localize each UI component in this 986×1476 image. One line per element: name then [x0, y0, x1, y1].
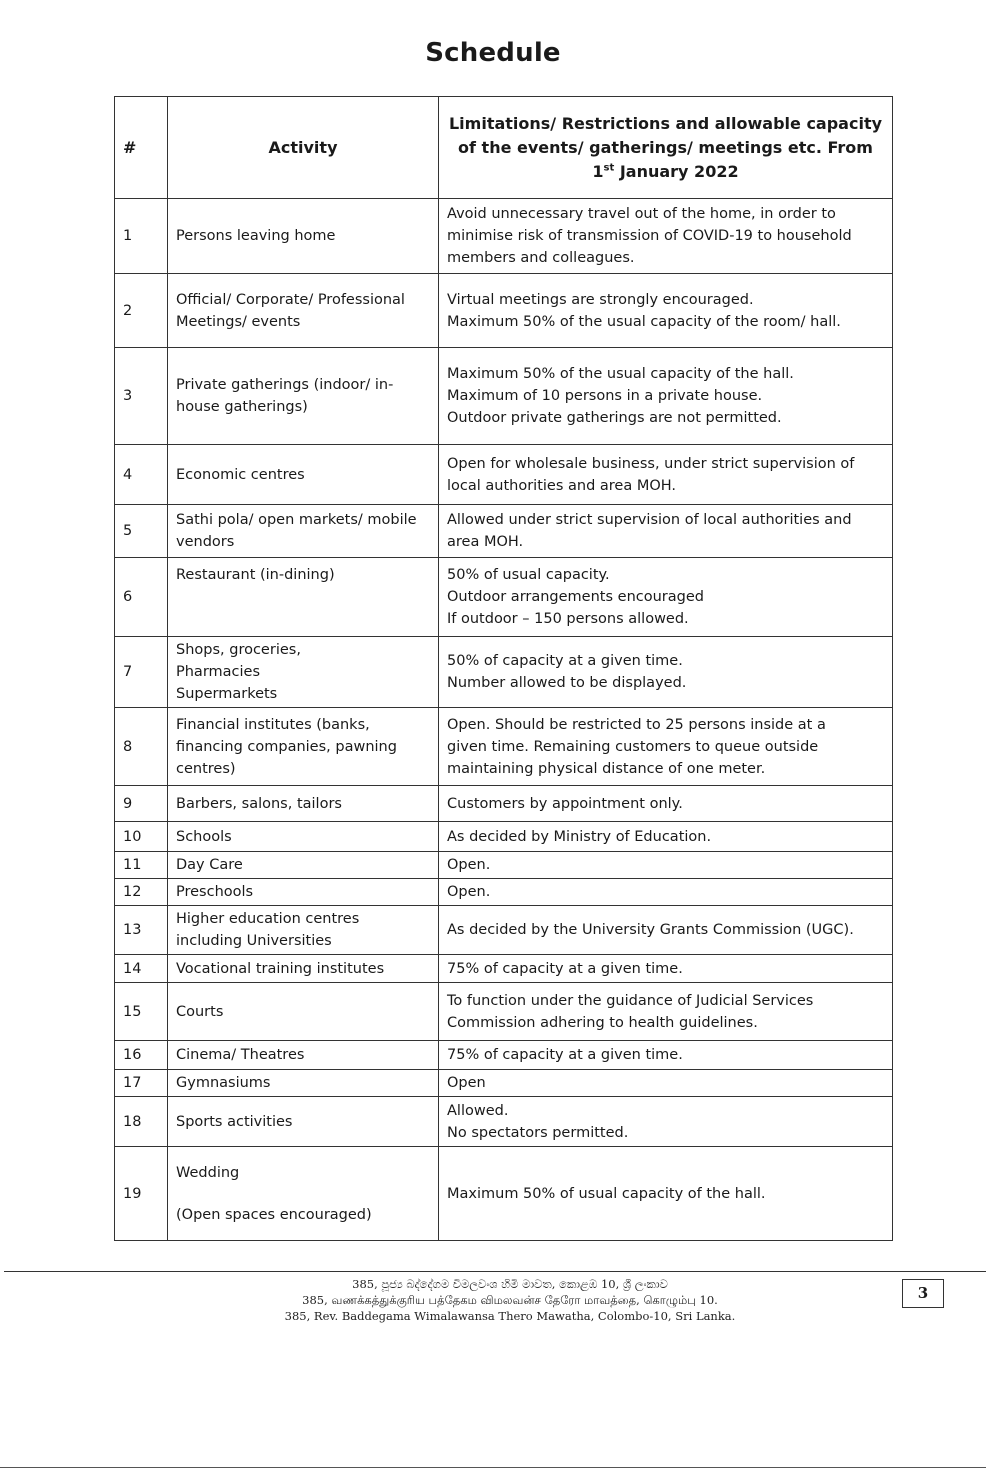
activity-line: Pharmacies [176, 664, 261, 680]
row-activity [168, 558, 439, 637]
activity-line: Schools [176, 828, 232, 845]
activity-line: (Open spaces encouraged) [176, 1206, 372, 1223]
limitation-line: Open. [447, 884, 491, 900]
header-number: # [115, 97, 168, 199]
row-activity [168, 1041, 439, 1070]
row-number: 15 [115, 983, 168, 1041]
limitation-line: 50% of capacity at a given time. [447, 653, 683, 669]
row-activity [168, 1097, 439, 1147]
row-number: 2 [115, 274, 168, 348]
row-limitations [439, 348, 893, 445]
row-number: 17 [115, 1070, 168, 1097]
activity-line: Preschools [176, 884, 254, 900]
row-number: 13 [115, 906, 168, 955]
header-limitations-line-1: Limitations/ Restrictions and allowable capacity of [448, 113, 883, 157]
table-row [115, 852, 893, 879]
row-limitations [439, 955, 893, 983]
limitation-line: maintaining physical distance of one meter. [447, 760, 766, 777]
limitation-line: minimise risk of transmission of COVID-19 to household [447, 228, 852, 244]
limitation-line: Open [447, 1075, 486, 1091]
table-row [115, 445, 893, 505]
row-number: 5 [115, 505, 168, 558]
limitation-line: area MOH. [447, 534, 524, 550]
limitation-line: As decided by the University Grants Commission (UGC). [447, 922, 854, 938]
activity-line: Courts [176, 1003, 224, 1020]
table-row [115, 906, 893, 955]
row-activity [168, 274, 439, 348]
activity-line: Sathi pola/ open markets/ mobile [176, 512, 417, 528]
activity-line: Day Care [176, 857, 243, 873]
row-activity [168, 906, 439, 955]
limitation-line: Maximum 50% of the usual capacity of the room/ hall. [447, 313, 841, 330]
table-row [115, 1041, 893, 1070]
activity-line: Official/ Corporate/ Professional [176, 291, 405, 308]
activity-line: Supermarkets [176, 686, 278, 702]
limitation-line: Virtual meetings are strongly encouraged. [447, 291, 754, 308]
row-number: 9 [115, 786, 168, 822]
limitation-line: Maximum 50% of usual capacity of the hall. [447, 1185, 766, 1202]
row-activity [168, 786, 439, 822]
table-row [115, 879, 893, 906]
footer-address-sinhala: 385, පූජ්‍ය බද්දේගම විමලවංශ හිමි මාවත, කොළඹ 10, ශ්‍රී ලංකාව [352, 1277, 668, 1291]
activity-line [176, 1184, 430, 1204]
activity-line: including Universities [176, 933, 332, 949]
limitation-line: Avoid unnecessary travel out of the home, in order to [447, 206, 836, 222]
footer-address-english: 385, Rev. Baddegama Wimalawansa Thero Mawatha, Colombo-10, Sri Lanka. [284, 1309, 736, 1323]
activity-line: Shops, groceries, [176, 642, 301, 658]
document-title: Schedule [425, 38, 561, 68]
row-limitations [439, 708, 893, 786]
table-row [115, 1097, 893, 1147]
row-limitations [439, 1041, 893, 1070]
activity-line: Wedding [176, 1164, 240, 1181]
activity-line: Sports activities [176, 1113, 293, 1130]
limitation-line: To function under the guidance of Judicial Services [447, 992, 814, 1009]
limitation-line: Commission adhering to health guidelines. [447, 1014, 758, 1031]
limitation-line: Open for wholesale business, under strict supervision of [447, 455, 855, 472]
activity-line: centres) [176, 760, 236, 777]
row-number: 16 [115, 1041, 168, 1070]
limitation-line: If outdoor – 150 persons allowed. [447, 611, 689, 627]
row-number: 4 [115, 445, 168, 505]
limitation-line: Outdoor private gatherings are not permitted. [447, 410, 782, 426]
row-number: 6 [115, 558, 168, 637]
table-row [115, 348, 893, 445]
limitation-line: No spectators permitted. [447, 1124, 629, 1141]
limitation-line: 75% of capacity at a given time. [447, 960, 683, 977]
activity-line: Vocational training institutes [176, 960, 385, 977]
table-row [115, 637, 893, 708]
table-row [115, 822, 893, 852]
bottom-divider [0, 1467, 986, 1468]
limitation-line: Number allowed to be displayed. [447, 675, 687, 691]
schedule-table [114, 96, 893, 1241]
header-limitations [439, 97, 893, 199]
row-limitations [439, 445, 893, 505]
row-limitations [439, 1097, 893, 1147]
activity-line: Financial institutes (banks, [176, 716, 370, 733]
row-limitations [439, 786, 893, 822]
table-row [115, 1070, 893, 1097]
row-activity [168, 822, 439, 852]
row-activity [168, 708, 439, 786]
row-number: 18 [115, 1097, 168, 1147]
activity-line: vendors [176, 534, 235, 550]
row-number: 11 [115, 852, 168, 879]
row-limitations [439, 1147, 893, 1241]
row-number: 10 [115, 822, 168, 852]
row-limitations [439, 983, 893, 1041]
row-activity [168, 1070, 439, 1097]
activity-line: house gatherings) [176, 399, 308, 415]
activity-line: Higher education centres [176, 911, 360, 927]
header-date-prefix: From 1 [592, 137, 873, 181]
row-activity [168, 505, 439, 558]
activity-line: Cinema/ Theatres [176, 1047, 305, 1063]
limitation-line: Maximum 50% of the usual capacity of the hall. [447, 366, 794, 382]
row-activity [168, 852, 439, 879]
activity-line: Gymnasiums [176, 1075, 271, 1091]
row-limitations [439, 906, 893, 955]
row-activity [168, 199, 439, 274]
table-row [115, 786, 893, 822]
table-row [115, 274, 893, 348]
row-number: 1 [115, 199, 168, 274]
header-date-ordinal: st [603, 162, 615, 174]
row-limitations [439, 558, 893, 637]
limitation-line: Outdoor arrangements encouraged [447, 589, 704, 605]
table-row [115, 955, 893, 983]
row-limitations [439, 274, 893, 348]
activity-line: Private gatherings (indoor/ in- [176, 377, 394, 393]
row-limitations [439, 852, 893, 879]
footer-divider [4, 1271, 986, 1272]
activity-line: financing companies, pawning [176, 738, 397, 755]
limitation-line: given time. Remaining customers to queue outside [447, 738, 819, 755]
header-date-suffix: January 2022 [614, 161, 739, 181]
table-row [115, 708, 893, 786]
row-activity [168, 955, 439, 983]
footer-address [200, 1276, 820, 1324]
limitation-line: Open. [447, 857, 491, 873]
row-activity [168, 445, 439, 505]
row-limitations [439, 199, 893, 274]
limitation-line: 50% of usual capacity. [447, 567, 610, 583]
limitation-line: local authorities and area MOH. [447, 477, 677, 494]
footer-address-tamil: 385, வணக்கத்துக்குரிய பத்தேகம விமலவன்ச தேரோ மாவத்தை, கொழும்பு 10. [302, 1293, 718, 1307]
row-limitations [439, 637, 893, 708]
page-number: 3 [902, 1279, 944, 1308]
activity-line: Barbers, salons, tailors [176, 795, 342, 812]
table-row [115, 505, 893, 558]
row-activity [168, 1147, 439, 1241]
limitation-line: members and colleagues. [447, 250, 635, 266]
row-limitations [439, 879, 893, 906]
limitation-line: Allowed under strict supervision of local authorities and [447, 512, 852, 528]
row-number: 14 [115, 955, 168, 983]
row-number: 3 [115, 348, 168, 445]
limitation-line: Maximum of 10 persons in a private house. [447, 388, 763, 404]
header-limitations-line-2: the events/ gatherings/ meetings etc. [481, 137, 822, 157]
row-limitations [439, 505, 893, 558]
table-body [115, 199, 893, 1241]
activity-line: Restaurant (in-dining) [176, 567, 335, 583]
row-limitations [439, 822, 893, 852]
row-limitations [439, 1070, 893, 1097]
limitation-line: 75% of capacity at a given time. [447, 1047, 683, 1063]
row-activity [168, 637, 439, 708]
activity-line: Economic centres [176, 466, 305, 483]
row-number: 19 [115, 1147, 168, 1241]
activity-line: Persons leaving home [176, 228, 336, 244]
table-row [115, 1147, 893, 1241]
table-row [115, 199, 893, 274]
activity-line: Meetings/ events [176, 313, 301, 330]
limitation-line: As decided by Ministry of Education. [447, 828, 712, 845]
row-number: 8 [115, 708, 168, 786]
header-activity: Activity [168, 97, 439, 199]
limitation-line: Customers by appointment only. [447, 795, 683, 812]
table-row [115, 983, 893, 1041]
row-activity [168, 348, 439, 445]
row-activity [168, 879, 439, 906]
table-row [115, 558, 893, 637]
row-number: 12 [115, 879, 168, 906]
row-number: 7 [115, 637, 168, 708]
limitation-line: Allowed. [447, 1102, 509, 1119]
row-activity [168, 983, 439, 1041]
limitation-line: Open. Should be restricted to 25 persons inside at a [447, 716, 826, 733]
table-header-row [115, 97, 893, 199]
